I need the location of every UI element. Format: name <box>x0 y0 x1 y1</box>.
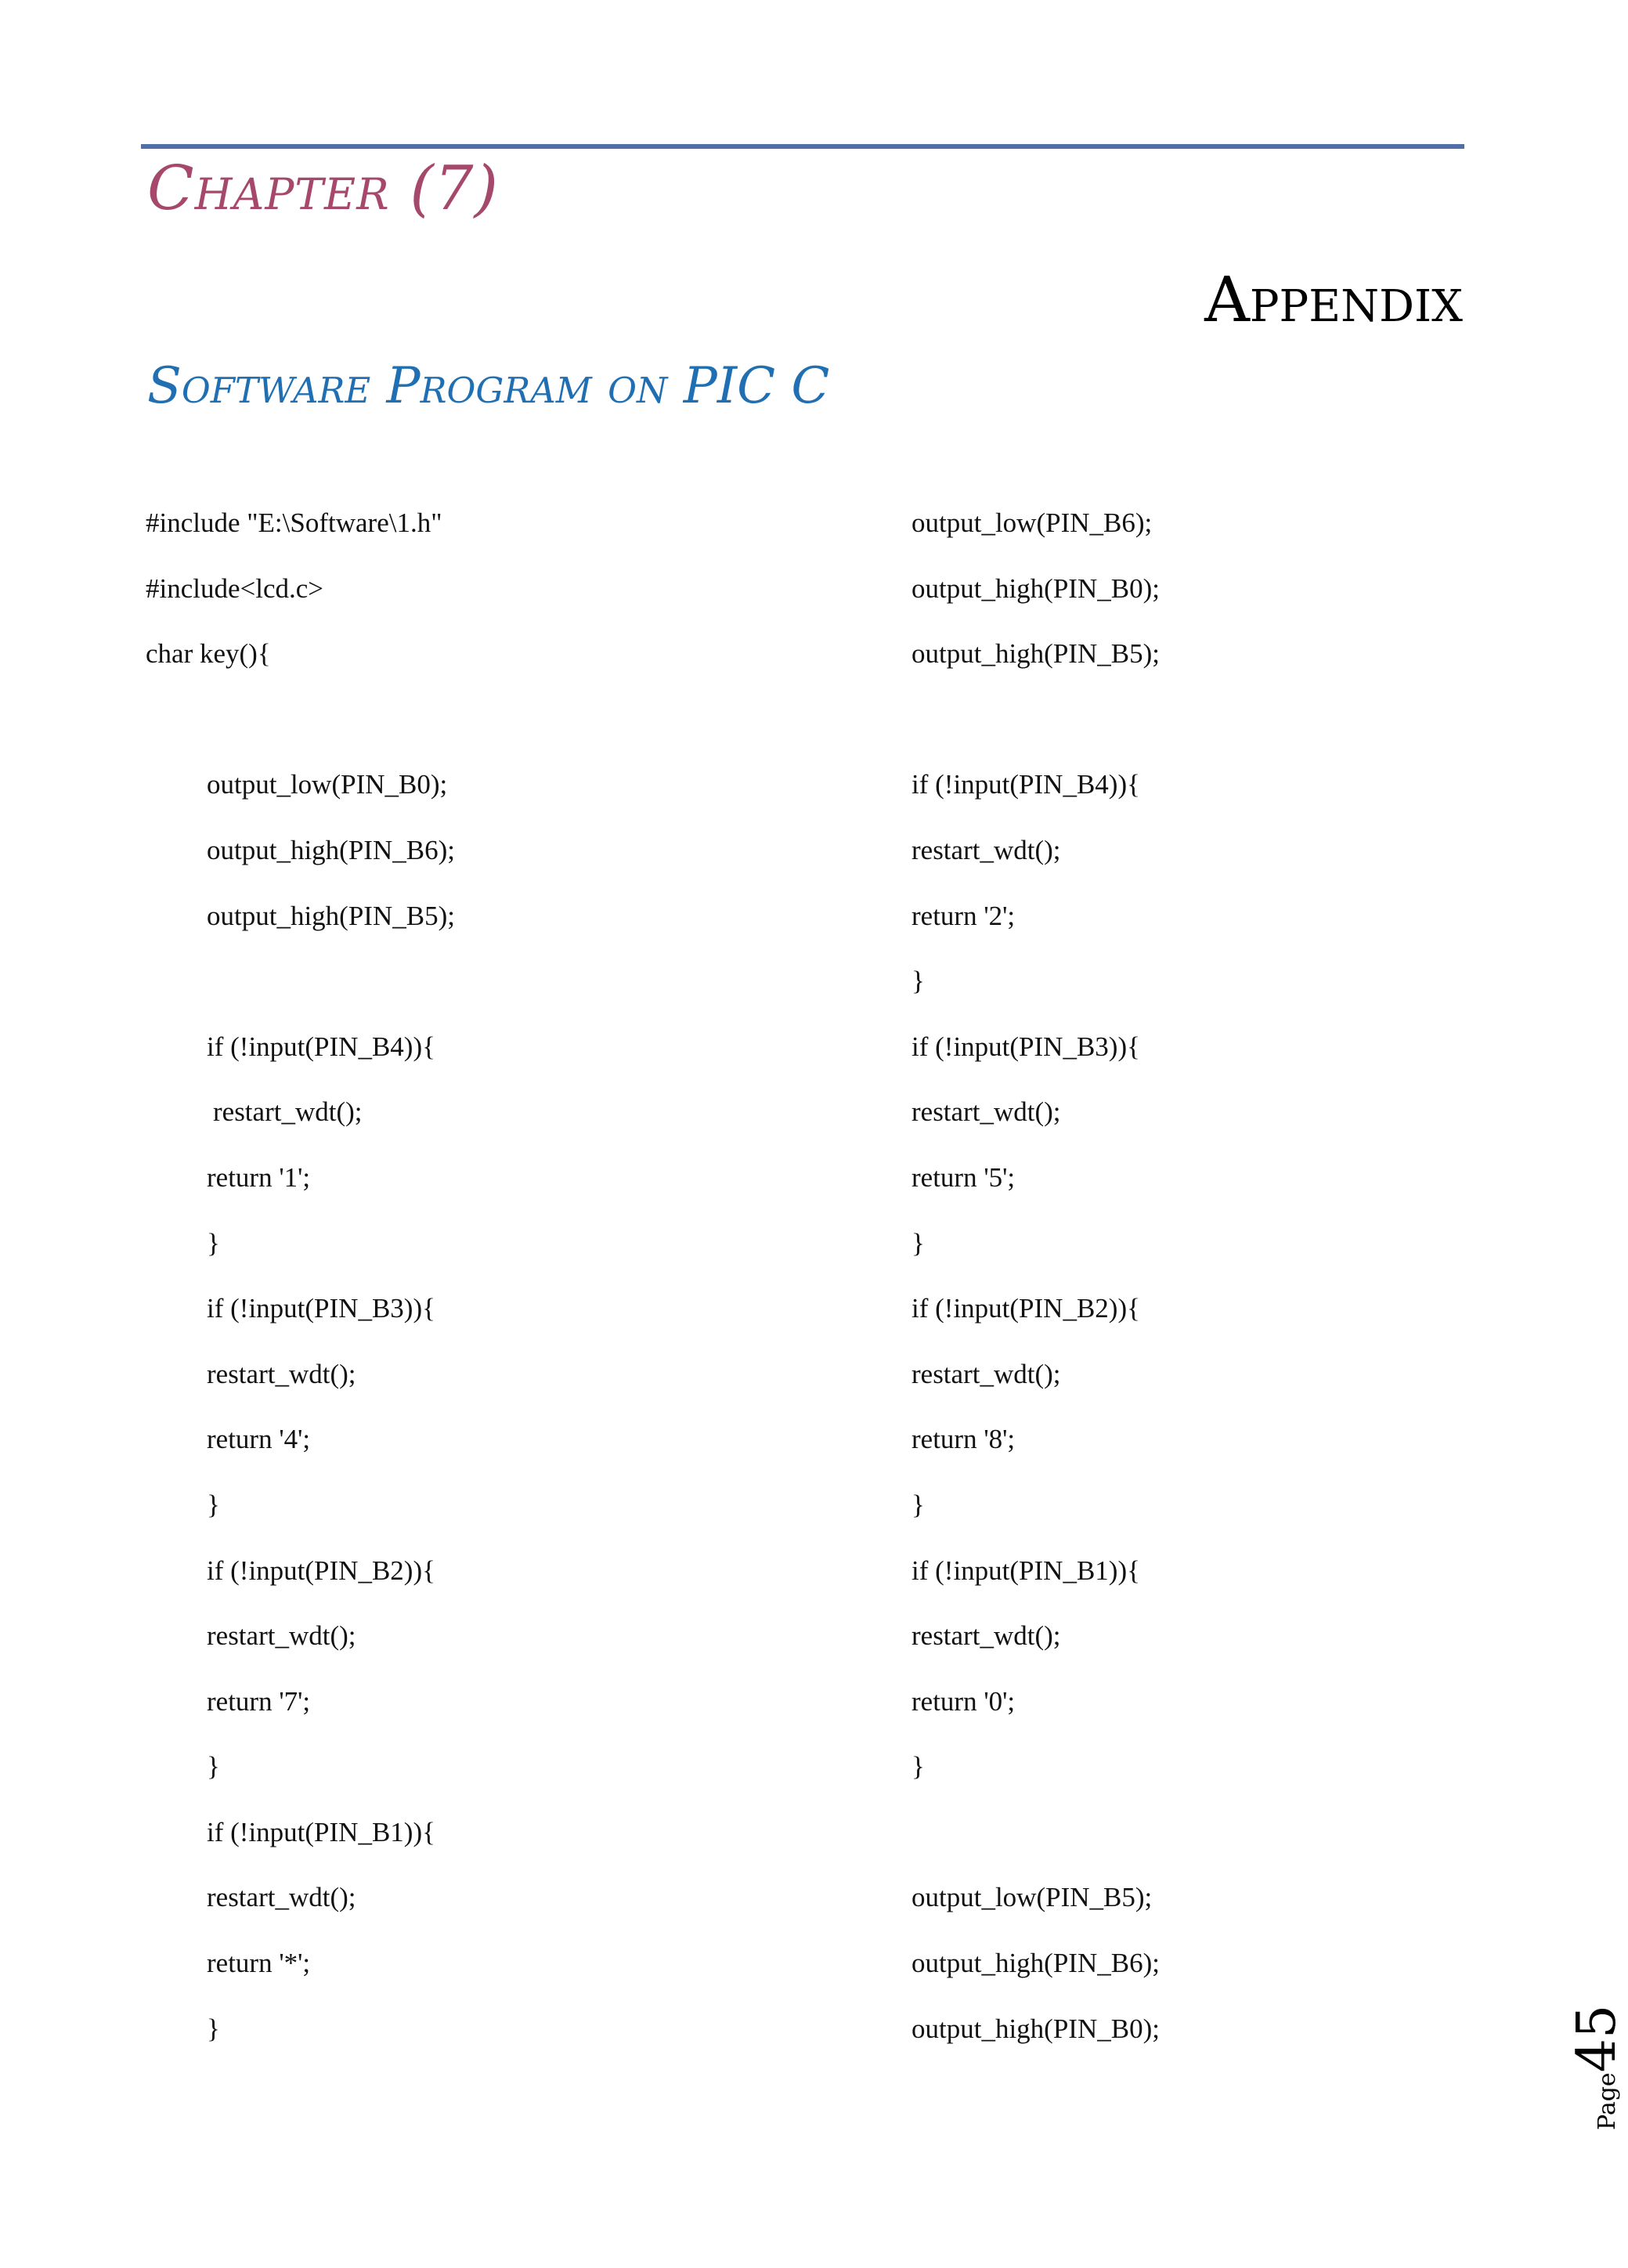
code-line: return '8'; <box>911 1424 1016 1455</box>
code-line: restart_wdt(); <box>911 1358 1061 1389</box>
code-line: return '1'; <box>207 1161 311 1193</box>
code-column-right <box>911 501 1460 2072</box>
page-label: Page <box>1594 2072 1621 2130</box>
code-line: restart_wdt(); <box>213 1096 363 1128</box>
code-line: output_low(PIN_B5); <box>911 1882 1153 1913</box>
code-line: if (!input(PIN_B4)){ <box>911 769 1140 800</box>
code-line: output_high(PIN_B5); <box>207 900 455 931</box>
code-line: #include<lcd.c> <box>146 572 324 604</box>
code-line: } <box>911 1489 925 1520</box>
code-line: } <box>207 2013 220 2044</box>
code-line: return '5'; <box>911 1161 1016 1193</box>
code-line: restart_wdt(); <box>207 1620 356 1652</box>
code-line <box>911 698 1460 764</box>
code-line: restart_wdt(); <box>911 1620 1061 1652</box>
code-line: return '0'; <box>911 1685 1016 1717</box>
code-line: if (!input(PIN_B1)){ <box>207 1816 435 1847</box>
code-line: output_high(PIN_B0); <box>911 572 1160 604</box>
code-line <box>911 1811 1460 1876</box>
code-line: return '*'; <box>207 1948 311 1979</box>
code-line: restart_wdt(); <box>207 1358 356 1389</box>
code-line: } <box>207 1227 220 1259</box>
page-number <box>1508 2004 1628 2130</box>
code-line: if (!input(PIN_B3)){ <box>911 1031 1140 1062</box>
code-line: } <box>911 1227 925 1259</box>
code-line: output_high(PIN_B6); <box>207 834 455 865</box>
code-line: output_low(PIN_B6); <box>911 507 1153 538</box>
appendix-title: Appendix <box>1204 263 1463 336</box>
code-line: restart_wdt(); <box>911 1096 1061 1128</box>
chapter-title: Chapter (7) <box>147 153 499 224</box>
code-line: output_high(PIN_B0); <box>911 2013 1160 2044</box>
code-line: if (!input(PIN_B3)){ <box>207 1293 435 1324</box>
code-line: output_high(PIN_B6); <box>911 1948 1160 1979</box>
code-line: } <box>911 966 925 997</box>
code-line: if (!input(PIN_B4)){ <box>207 1031 435 1062</box>
code-line: } <box>911 1751 925 1782</box>
code-line: output_low(PIN_B0); <box>207 769 448 800</box>
code-line: if (!input(PIN_B2)){ <box>207 1555 435 1586</box>
code-line: } <box>207 1751 220 1782</box>
code-line: output_high(PIN_B5); <box>911 638 1160 670</box>
code-line: if (!input(PIN_B2)){ <box>911 1293 1140 1324</box>
section-title: Software Program on PIC C <box>147 357 830 415</box>
code-line: #include "E:\Software\1.h" <box>146 507 442 538</box>
code-line: char key(){ <box>146 638 271 670</box>
code-line: restart_wdt(); <box>207 1882 356 1913</box>
code-line: return '7'; <box>207 1685 311 1717</box>
code-line: return '4'; <box>207 1424 311 1455</box>
code-line: } <box>207 1489 220 1520</box>
code-line: restart_wdt(); <box>911 834 1061 865</box>
code-column-left <box>146 501 850 2072</box>
code-line <box>146 959 850 1025</box>
code-line: return '2'; <box>911 900 1016 931</box>
page-number-value: 45 <box>1566 2004 1628 2073</box>
code-line <box>146 698 850 764</box>
code-line: if (!input(PIN_B1)){ <box>911 1555 1140 1586</box>
header-rule <box>141 144 1464 149</box>
